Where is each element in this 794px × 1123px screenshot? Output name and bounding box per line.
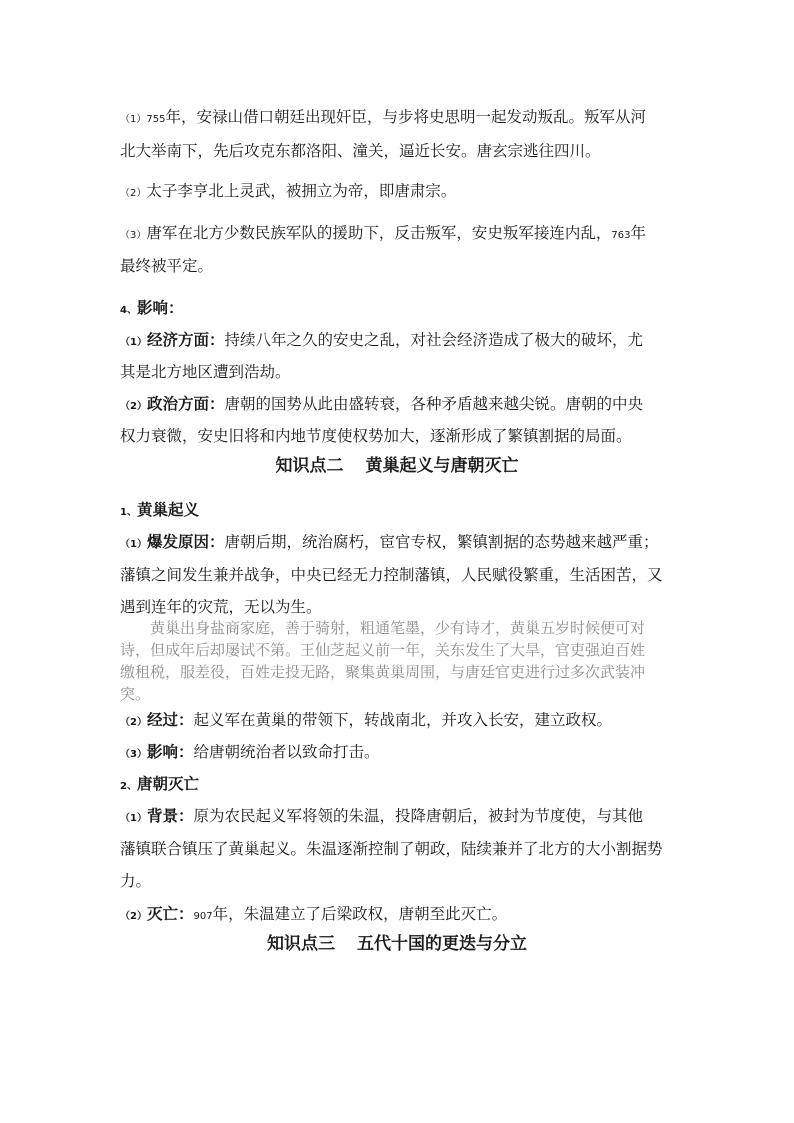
section-heading [0,455,794,477]
section-number: 1、 [120,507,137,518]
section-number: 2、 [120,781,137,792]
paragraph-line: 遇到连年的灾荒，无以为生。 [120,598,322,616]
paragraph-line [120,806,680,829]
note-line: 突。 [120,685,151,703]
item-label: 经过： [146,711,194,729]
item-number: （1） [120,813,147,824]
paragraph-line: 力。 [120,872,152,890]
heading-tag: 知识点三 [267,934,335,954]
paragraph-line [120,330,680,353]
section-title-impact [120,298,680,321]
note-line: 缴租税，服差役，百姓走投无路，聚集黄巢周围，与唐廷官吏进行过多次武装冲 [120,663,646,681]
paragraph-line [120,742,680,765]
item-label: 爆发原因： [146,533,225,551]
item-number: （1） [120,337,147,348]
text: 起义军在黄巢的带领下，转战南北，并攻入长安，建立政权。 [193,711,612,729]
note-line: 诗，但成年后却屡试不第。王仙芝起义前一年，关东发生了大旱，官吏强迫百姓 [120,641,646,659]
paragraph-line [120,223,680,246]
text: 太子李亨北上灵武，被拥立为帝，即唐肃宗。 [146,182,457,200]
text: 持续八年之久的安史之乱，对社会经济造成了极大的破坏，尤 [224,331,643,349]
text: 唐朝的国势从此由盛转衰，各种矛盾越来越尖锐。唐朝的中央 [224,395,643,413]
item-label: 影响： [146,743,194,761]
section-number: 4、 [120,305,137,316]
year: 763 [611,230,631,241]
item-number: （2） [120,717,147,728]
paragraph-line [120,181,680,204]
section-label: 影响： [136,299,184,317]
paragraph-line: 最终被平定。 [120,257,214,275]
heading-tag: 知识点二 [275,456,344,476]
paragraph-line [120,532,680,555]
year: 907 [193,911,213,922]
note-line: 黄巢出身盐商家庭，善于骑射，粗通笔墨，少有诗才，黄巢五岁时候便可对 [120,619,646,637]
heading-title: 五代十国的更迭与分立 [357,934,527,954]
item-label: 经济方面： [146,331,225,349]
item-number: （1） [120,539,147,550]
item-label: 灭亡： [146,905,194,923]
paragraph-line: 藩镇联合镇压了黄巢起义。朱温逐渐控制了朝政，陆续兼并了北方的大小割据势 [120,840,663,858]
item-number: （3） [120,230,147,241]
year: 755 [146,114,166,125]
heading-title: 黄巢起义与唐朝灭亡 [365,456,519,476]
item-label: 政治方面： [146,395,225,413]
section-label: 唐朝灭亡 [136,775,199,793]
text: 唐朝后期，统治腐朽，宦官专权，繁镇割据的态势越来越严重； [224,533,659,551]
text: 唐军在北方少数民族军队的援助下，反击叛军，安史叛军接连内乱， [146,224,612,242]
section-label: 黄巢起义 [136,501,199,519]
item-label: 背景： [146,807,194,825]
paragraph-line [120,710,680,733]
paragraph-line [120,904,680,927]
subsection-title [120,500,680,523]
text: 年，朱温建立了后梁政权，唐朝至此灭亡。 [212,905,508,923]
paragraph-line [120,394,680,417]
text: 原为农民起义军将领的朱温，投降唐朝后，被封为节度使，与其他 [193,807,643,825]
text: 年，安禄山借口朝廷出现奸臣，与步将史思明一起发动叛乱。叛军从河 [165,108,646,126]
text: 给唐朝统治者以致命打击。 [193,743,380,761]
paragraph-line: 其是北方地区遭到浩劫。 [120,363,291,381]
item-number: （2） [120,188,147,199]
item-number: （2） [120,911,147,922]
paragraph-line: 权力衰微，安史旧将和内地节度使权势加大，逐渐形成了繁镇割据的局面。 [120,427,632,445]
item-number: （3） [120,749,147,760]
text: 年 [630,224,646,242]
subsection-title [120,774,680,797]
section-heading [0,933,794,955]
paragraph-line: 藩镇之间发生兼并战争，中央已经无力控制藩镇，人民赋役繁重，生活困苦，又 [120,566,663,584]
item-number: （1） [120,114,147,125]
paragraph-line [120,107,680,130]
item-number: （2） [120,401,147,412]
paragraph-line: 北大举南下，先后攻克东都洛阳、潼关，逼近长安。唐玄宗逃往四川。 [120,142,601,160]
